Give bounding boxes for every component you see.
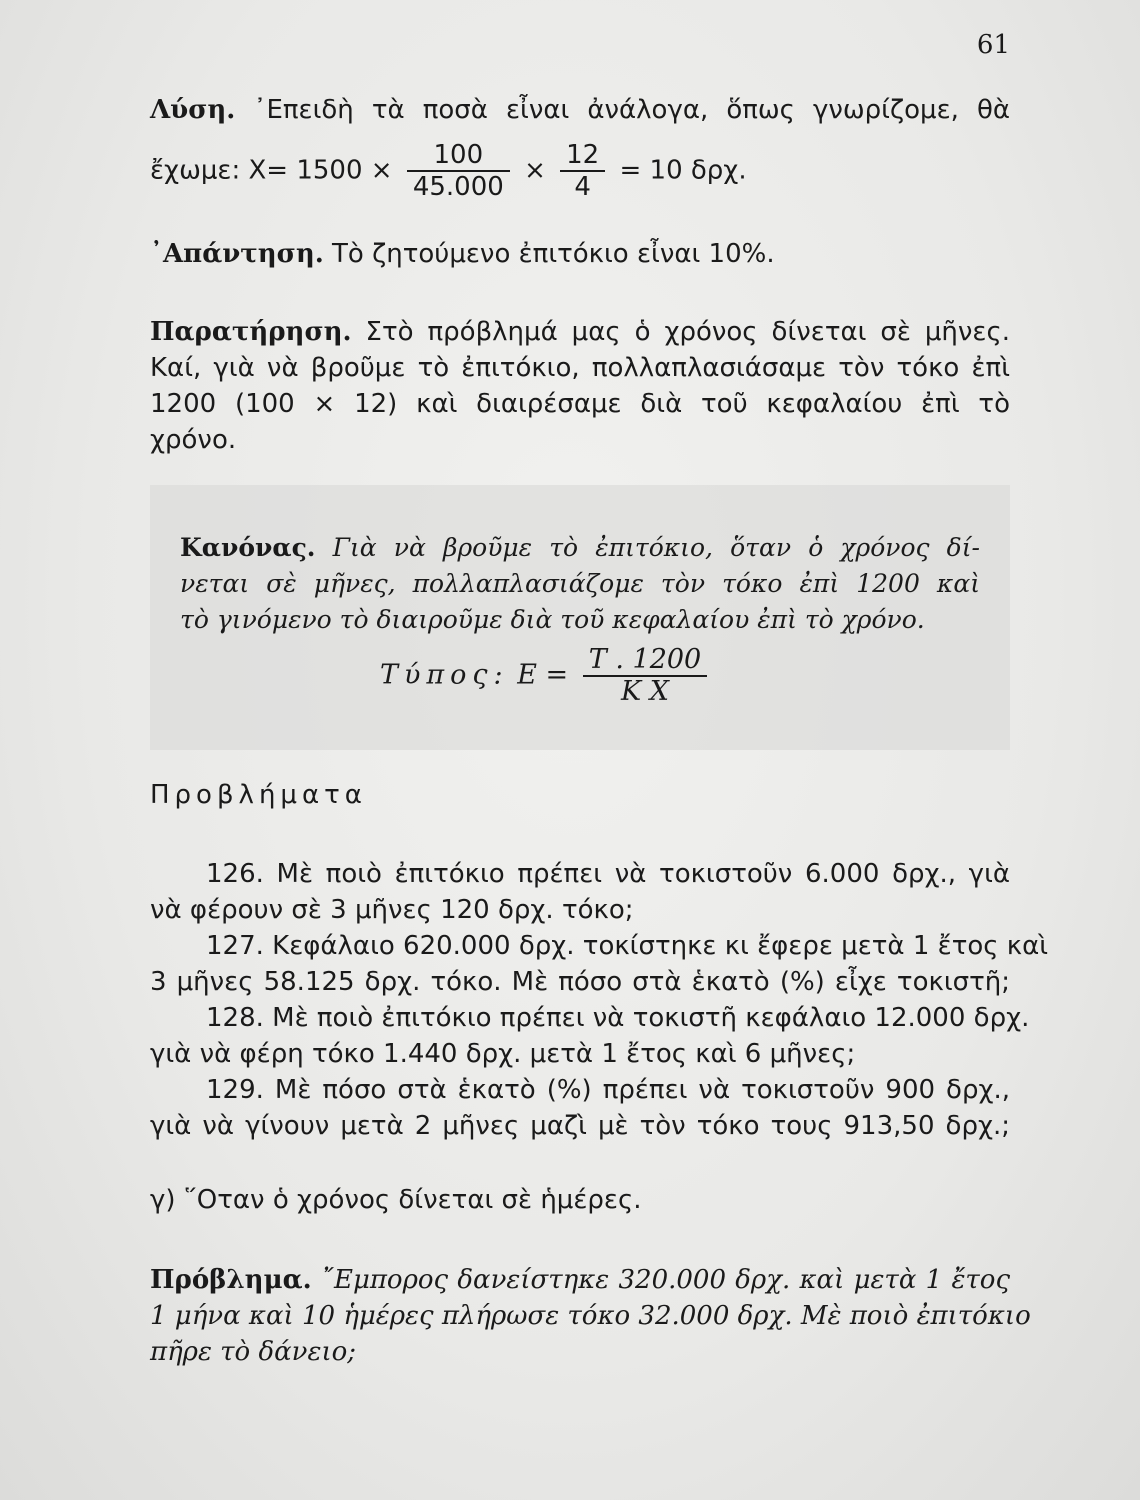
problem-129-line-2: γιὰ νὰ γίνουν μετὰ 2 μῆνες μαζὶ μὲ τὸν τόκο τους 913,50 δρχ.; bbox=[150, 1111, 1010, 1141]
observation-label: Παρατήρηση. bbox=[150, 317, 352, 347]
problems-heading: Προβλήματα bbox=[150, 780, 367, 810]
problem-126-line-2: νὰ φέρουν σὲ 3 μῆνες 120 δρχ. τόκο; bbox=[150, 895, 634, 925]
solution-text: ᾿Επειδὴ τὰ ποσὰ εἶναι ἀνάλογα, ὅπως γνωρίζομε, θὰ bbox=[253, 95, 1011, 125]
rule-label: Κανόνας. bbox=[180, 533, 316, 562]
formula-lhs: E = bbox=[517, 659, 569, 691]
solution-line-2 bbox=[150, 140, 1010, 202]
fraction-100-over-45000 bbox=[407, 140, 510, 202]
solution-label: Λύση. bbox=[150, 95, 236, 125]
problem-line-1 bbox=[150, 1262, 1010, 1298]
formula-numerator: T . 1200 bbox=[583, 645, 707, 677]
problem-126-line-1: 126. Μὲ ποιὸ ἐπιτόκιο πρέπει νὰ τοκιστοῦν 6.000 δρχ., γιὰ bbox=[206, 859, 1010, 889]
problem-127-line-2: 3 μῆνες 58.125 δρχ. τόκο. Μὲ πόσο στὰ ἑκατὸ (%) εἶχε τοκιστῆ; bbox=[150, 967, 1010, 997]
fraction-numerator: 12 bbox=[560, 140, 605, 172]
answer-line bbox=[150, 236, 1010, 272]
problem-128-line-2: γιὰ νὰ φέρη τόκο 1.440 δρχ. μετὰ 1 ἔτος καὶ 6 μῆνες; bbox=[150, 1039, 856, 1069]
observation-line-1 bbox=[150, 314, 1010, 350]
solution-equation-prefix: ἔχωμε: X= 1500 × bbox=[150, 155, 393, 186]
observation-text: Στὸ πρόβλημά μας ὁ χρόνος δίνεται σὲ μῆνες. bbox=[365, 317, 1010, 347]
formula-label: Τύπος: bbox=[380, 659, 509, 691]
observation-line-4: χρόνο. bbox=[150, 425, 237, 455]
problem-128-line-1: 128. Μὲ ποιὸ ἐπιτόκιο πρέπει νὰ τοκιστῆ κεφάλαιο 12.000 δρχ. bbox=[206, 1003, 1030, 1033]
fraction-denominator: 4 bbox=[574, 172, 591, 202]
solution-line-1 bbox=[150, 92, 1010, 128]
fraction-numerator: 100 bbox=[407, 140, 510, 172]
problem-text: ῎Εμπορος δανείστηκε 320.000 δρχ. καὶ μετὰ 1 ἔτος bbox=[320, 1265, 1011, 1295]
section-c-heading: γ) ῞Οταν ὁ χρόνος δίνεται σὲ ἡμέρες. bbox=[150, 1185, 642, 1215]
rule-line-1 bbox=[180, 530, 980, 566]
problem-129-line-1: 129. Μὲ πόσο στὰ ἑκατὸ (%) πρέπει νὰ τοκιστοῦν 900 δρχ., bbox=[206, 1075, 1010, 1105]
answer-label: ᾿Απάντηση. bbox=[150, 239, 324, 269]
rule-line-3: τὸ γινόμενο τὸ διαιροῦμε διὰ τοῦ κεφαλαίου ἐπὶ τὸ χρόνο. bbox=[180, 605, 925, 634]
observation-line-2: Καί, γιὰ νὰ βροῦμε τὸ ἐπιτόκιο, πολλαπλασιάσαμε τὸν τόκο ἐπὶ bbox=[150, 353, 1010, 383]
observation-line-3: 1200 (100 × 12) καὶ διαιρέσαμε διὰ τοῦ κεφαλαίου ἐπὶ τὸ bbox=[150, 389, 1010, 419]
interest-rate-formula bbox=[380, 645, 713, 707]
solution-equation-result: = 10 δρχ. bbox=[619, 155, 747, 186]
fraction-denominator: 45.000 bbox=[412, 172, 504, 202]
formula-fraction bbox=[583, 645, 707, 707]
rule-text: Γιὰ νὰ βροῦμε τὸ ἐπιτόκιο, ὅταν ὁ χρόνος δί- bbox=[332, 533, 980, 562]
rule-line-2: νεται σὲ μῆνες, πολλαπλασιάζομε τὸν τόκο ἐπὶ 1200 καὶ bbox=[180, 569, 980, 598]
page-number: 61 bbox=[976, 30, 1010, 60]
answer-text: Τὸ ζητούμενο ἐπιτόκιο εἶναι 10%. bbox=[332, 239, 775, 269]
problem-label: Πρόβλημα. bbox=[150, 1265, 312, 1295]
problem-line-3: πῆρε τὸ δάνειο; bbox=[150, 1337, 357, 1367]
fraction-12-over-4 bbox=[560, 140, 605, 202]
problem-127-line-1: 127. Κεφάλαιο 620.000 δρχ. τοκίστηκε κι ἔφερε μετὰ 1 ἔτος καὶ bbox=[206, 931, 1049, 961]
formula-denominator: K X bbox=[621, 676, 669, 707]
times-sign: × bbox=[524, 155, 546, 186]
problem-line-2: 1 μήνα καὶ 10 ἡμέρες πλήρωσε τόκο 32.000 δρχ. Μὲ ποιὸ ἐπιτόκιο bbox=[150, 1301, 1031, 1331]
